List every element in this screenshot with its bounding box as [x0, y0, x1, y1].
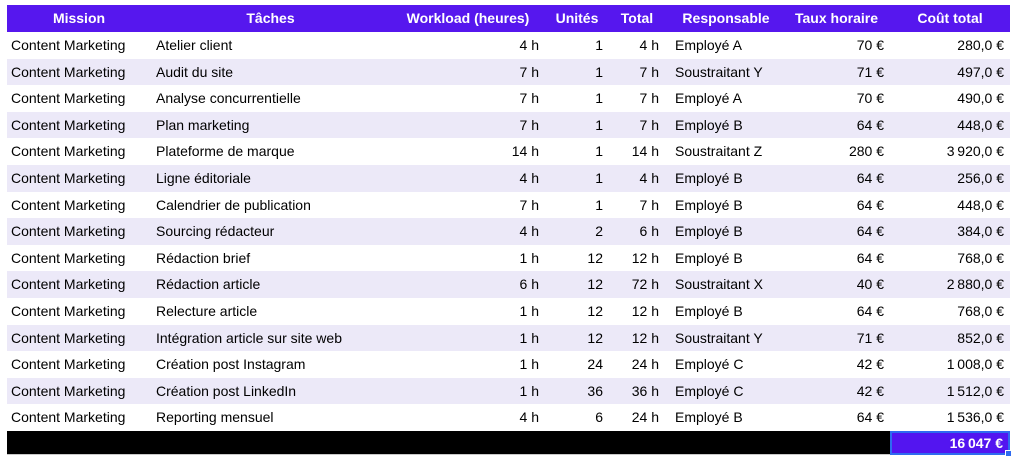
table-cell[interactable]: Content Marketing	[7, 298, 153, 325]
table-cell[interactable]: 71 €	[783, 59, 890, 86]
table-cell[interactable]: Content Marketing	[7, 32, 153, 59]
table-cell[interactable]: 1 h	[391, 351, 545, 378]
table-row	[7, 325, 1008, 352]
table-cell[interactable]: 40 €	[783, 271, 890, 298]
table-cell[interactable]: 4 h	[609, 165, 665, 192]
table-cell[interactable]: Content Marketing	[7, 378, 153, 405]
table-cell[interactable]: Employé A	[665, 85, 783, 112]
table-cell[interactable]: 490,0 €	[890, 85, 1010, 112]
table-row	[7, 245, 1008, 272]
table-cell[interactable]: Content Marketing	[7, 85, 153, 112]
table-cell[interactable]: 1	[545, 112, 609, 139]
table-cell[interactable]: 1	[545, 85, 609, 112]
table-cell[interactable]: 4 h	[391, 218, 545, 245]
table-cell[interactable]: 2	[545, 218, 609, 245]
table-cell[interactable]: 4 h	[391, 165, 545, 192]
table-cell[interactable]: Employé B	[665, 192, 783, 219]
table-cell[interactable]: 7 h	[609, 192, 665, 219]
table-cell[interactable]: 36 h	[609, 378, 665, 405]
header-cell-co-t-total[interactable]: Coût total	[890, 5, 1010, 32]
table-cell[interactable]: Création post Instagram	[153, 351, 391, 378]
table-cell[interactable]: 852,0 €	[890, 325, 1010, 352]
table-cell[interactable]: Content Marketing	[7, 351, 153, 378]
table-cell[interactable]: 12	[545, 271, 609, 298]
table-row	[7, 218, 1008, 245]
table-cell[interactable]: 4 h	[391, 32, 545, 59]
table-row	[7, 298, 1008, 325]
table-cell[interactable]: 256,0 €	[890, 165, 1010, 192]
header-cell-taux-horaire[interactable]: Taux horaire	[783, 5, 890, 32]
table-cell[interactable]: 1 h	[391, 298, 545, 325]
table-cell[interactable]: Intégration article sur site web	[153, 325, 391, 352]
table-cell[interactable]: 1	[545, 192, 609, 219]
table-cell[interactable]: 12	[545, 245, 609, 272]
table-row	[7, 85, 1008, 112]
table-cell[interactable]: Employé B	[665, 165, 783, 192]
table-cell[interactable]: Soustraitant X	[665, 271, 783, 298]
table-cell[interactable]: Content Marketing	[7, 112, 153, 139]
table-cell[interactable]: 64 €	[783, 245, 890, 272]
table-cell[interactable]: 768,0 €	[890, 245, 1010, 272]
table-cell[interactable]: 448,0 €	[890, 112, 1010, 139]
table-cell[interactable]: 12 h	[609, 245, 665, 272]
table-cell[interactable]: Content Marketing	[7, 271, 153, 298]
table-cell[interactable]: 6 h	[609, 218, 665, 245]
table-header-row	[7, 5, 1008, 32]
table-cell[interactable]: 4 h	[609, 32, 665, 59]
table-cell[interactable]: 64 €	[783, 404, 890, 431]
table-cell[interactable]: Employé B	[665, 298, 783, 325]
table-row	[7, 271, 1008, 298]
table-cell[interactable]: Soustraitant Y	[665, 325, 783, 352]
table-cell[interactable]: 6 h	[391, 271, 545, 298]
table-cell[interactable]: 1 h	[391, 325, 545, 352]
table-cell[interactable]: 64 €	[783, 192, 890, 219]
table-cell[interactable]: Calendrier de publication	[153, 192, 391, 219]
table-cell[interactable]: 280,0 €	[890, 32, 1010, 59]
table-cell[interactable]: 280 €	[783, 138, 890, 165]
table-cell[interactable]: 1 h	[391, 245, 545, 272]
table-cell[interactable]: 14 h	[391, 138, 545, 165]
header-cell-workload-heures-[interactable]: Workload (heures)	[391, 5, 545, 32]
table-cell[interactable]: Plateforme de marque	[153, 138, 391, 165]
table-row	[7, 378, 1008, 405]
table-cell[interactable]: 1 536,0 €	[890, 404, 1010, 431]
table-cell[interactable]: 64 €	[783, 112, 890, 139]
table-cell[interactable]: 70 €	[783, 32, 890, 59]
table-cell[interactable]: Création post LinkedIn	[153, 378, 391, 405]
table-cell[interactable]: 64 €	[783, 165, 890, 192]
table-cell[interactable]: 7 h	[391, 59, 545, 86]
table-row	[7, 351, 1008, 378]
table-cell[interactable]: 497,0 €	[890, 59, 1010, 86]
table-cell[interactable]: 24 h	[609, 404, 665, 431]
table-cell[interactable]: 384,0 €	[890, 218, 1010, 245]
table-cell[interactable]: 6	[545, 404, 609, 431]
table-footer-row	[7, 431, 1008, 455]
table-cell[interactable]: Soustraitant Z	[665, 138, 783, 165]
table-row	[7, 165, 1008, 192]
table-cell[interactable]: Content Marketing	[7, 245, 153, 272]
footer-black-bar[interactable]	[7, 431, 890, 455]
header-cell-mission[interactable]: Mission	[7, 5, 153, 32]
table-cell[interactable]: 12 h	[609, 298, 665, 325]
table-cell[interactable]: 36	[545, 378, 609, 405]
table-cell[interactable]: Content Marketing	[7, 138, 153, 165]
table-cell[interactable]: 72 h	[609, 271, 665, 298]
table-cell[interactable]: Content Marketing	[7, 192, 153, 219]
table-cell[interactable]: 14 h	[609, 138, 665, 165]
table-cell[interactable]: Employé B	[665, 112, 783, 139]
table-cell[interactable]: 70 €	[783, 85, 890, 112]
table-cell[interactable]: Content Marketing	[7, 404, 153, 431]
header-cell-t-ches[interactable]: Tâches	[153, 5, 391, 32]
table-cell[interactable]: 3 920,0 €	[890, 138, 1010, 165]
table-cell[interactable]: 12	[545, 325, 609, 352]
table-cell[interactable]: 64 €	[783, 218, 890, 245]
table-cell[interactable]: Rédaction article	[153, 271, 391, 298]
table-cell[interactable]: 42 €	[783, 378, 890, 405]
table-cell[interactable]: 1 h	[391, 378, 545, 405]
table-cell[interactable]: 7 h	[391, 192, 545, 219]
table-cell[interactable]: 7 h	[391, 112, 545, 139]
table-cell[interactable]: Employé B	[665, 245, 783, 272]
table-cell[interactable]: Content Marketing	[7, 165, 153, 192]
table-cell[interactable]: 1	[545, 165, 609, 192]
table-cell[interactable]: Audit du site	[153, 59, 391, 86]
table-cell[interactable]: Atelier client	[153, 32, 391, 59]
table-cell[interactable]: 448,0 €	[890, 192, 1010, 219]
table-cell[interactable]: Employé B	[665, 404, 783, 431]
table-cell[interactable]: Plan marketing	[153, 112, 391, 139]
table-cell[interactable]: Employé C	[665, 351, 783, 378]
table-cell[interactable]: 7 h	[391, 85, 545, 112]
table-cell[interactable]: Soustraitant Y	[665, 59, 783, 86]
table-cell[interactable]: 64 €	[783, 298, 890, 325]
table-cell[interactable]: 24	[545, 351, 609, 378]
table-cell[interactable]: Content Marketing	[7, 325, 153, 352]
table-cell[interactable]: 1	[545, 59, 609, 86]
table-row	[7, 138, 1008, 165]
table-cell[interactable]: 4 h	[391, 404, 545, 431]
table-cell[interactable]: 71 €	[783, 325, 890, 352]
table-cell[interactable]: 24 h	[609, 351, 665, 378]
table-cell[interactable]: 2 880,0 €	[890, 271, 1010, 298]
table-cell[interactable]: 7 h	[609, 85, 665, 112]
table-cell[interactable]: Employé B	[665, 218, 783, 245]
table-cell[interactable]: 768,0 €	[890, 298, 1010, 325]
table-cell[interactable]: Sourcing rédacteur	[153, 218, 391, 245]
table-cell[interactable]: Content Marketing	[7, 218, 153, 245]
table-cell[interactable]: 12 h	[609, 325, 665, 352]
table-cell[interactable]: Employé A	[665, 32, 783, 59]
table-cell[interactable]: Relecture article	[153, 298, 391, 325]
table-cell[interactable]: Rédaction brief	[153, 245, 391, 272]
table-cell[interactable]: 42 €	[783, 351, 890, 378]
table-cell[interactable]: 1 008,0 €	[890, 351, 1010, 378]
header-cell-unit-s[interactable]: Unités	[545, 5, 609, 32]
header-cell-total[interactable]: Total	[609, 5, 665, 32]
table-cell[interactable]: 1	[545, 138, 609, 165]
table-cell[interactable]: 7 h	[609, 112, 665, 139]
spreadsheet-table	[7, 5, 1010, 455]
header-cell-responsable[interactable]: Responsable	[665, 5, 783, 32]
table-row	[7, 59, 1008, 86]
table-row	[7, 192, 1008, 219]
table-cell[interactable]: Employé C	[665, 378, 783, 405]
table-body	[7, 32, 1008, 431]
table-cell[interactable]: 12	[545, 298, 609, 325]
grand-total-cell[interactable]: 16 047 €	[890, 431, 1010, 455]
selection-fill-handle[interactable]	[1005, 450, 1012, 457]
table-row	[7, 112, 1008, 139]
table-row	[7, 404, 1008, 431]
table-cell[interactable]: 1 512,0 €	[890, 378, 1010, 405]
table-cell[interactable]: 7 h	[609, 59, 665, 86]
table-cell[interactable]: Reporting mensuel	[153, 404, 391, 431]
table-cell[interactable]: Content Marketing	[7, 59, 153, 86]
table-cell[interactable]: Analyse concurrentielle	[153, 85, 391, 112]
table-row	[7, 32, 1008, 59]
table-cell[interactable]: Ligne éditoriale	[153, 165, 391, 192]
table-cell[interactable]: 1	[545, 32, 609, 59]
